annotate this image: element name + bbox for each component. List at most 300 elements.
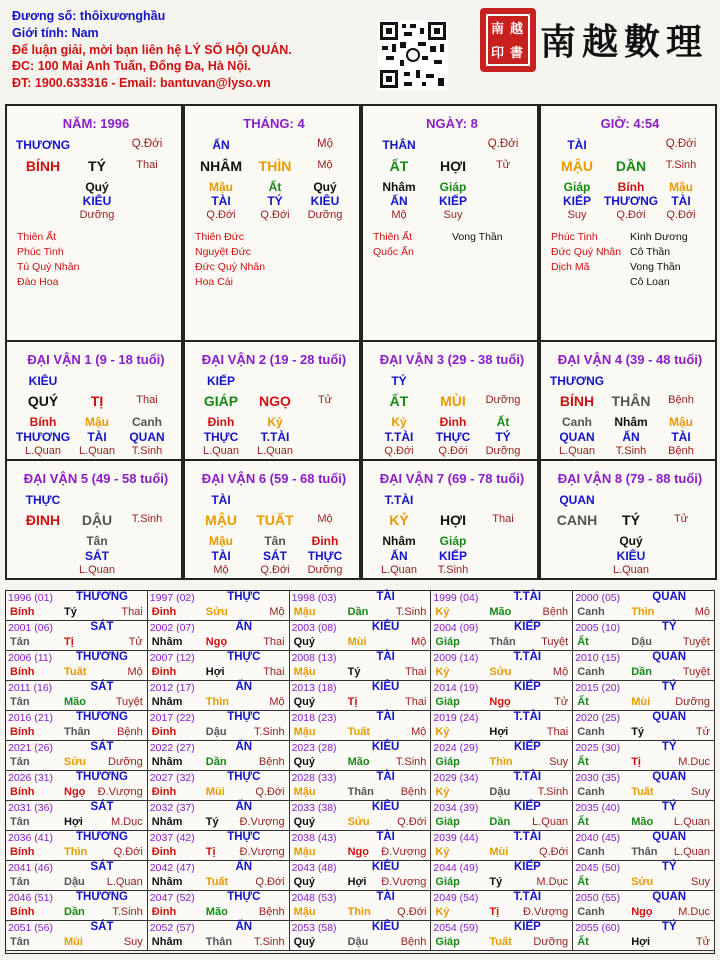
earthly-branch: NGỌ (259, 393, 291, 409)
year-stage: M.Dục (111, 816, 143, 828)
ten-god-label: QUAN (652, 891, 687, 903)
year-branch: Hợi (489, 726, 509, 738)
year-stem: Mậu (293, 726, 316, 738)
hidden-ten-god: TÀI (671, 194, 691, 208)
year-branch: Mão (64, 696, 86, 708)
pillar-cell (539, 104, 717, 342)
year-stem: Kỷ (435, 606, 450, 618)
year-cell (573, 591, 715, 621)
heavenly-stem: MẬU (561, 158, 593, 174)
ten-god-label: THỰC (227, 651, 261, 663)
year-stem: Bính (10, 906, 35, 918)
hidden-stage: L.Quan (78, 564, 116, 576)
hidden-stem: Ất (268, 180, 282, 194)
year-label: 2017 (22) (149, 712, 195, 724)
ten-god-label: KIÊU (371, 801, 400, 813)
earthly-branch: MÙI (440, 393, 466, 409)
year-stem: Mậu (293, 906, 316, 918)
year-label: 2013 (18) (291, 682, 337, 694)
year-stem: Tân (10, 696, 30, 708)
ten-god-label: KIÊU (28, 374, 58, 388)
year-cell (6, 681, 148, 711)
year-stage: Đ.Vượng (239, 816, 285, 828)
phone-email-line: ĐT: 1900.633316 - Email: bantuvan@lyso.vn (12, 76, 271, 91)
year-branch: Dần (205, 756, 227, 768)
ten-god-label: QUAN (652, 651, 687, 663)
year-stem: Tân (10, 756, 30, 768)
hidden-ten-god: TÀI (211, 194, 231, 208)
year-stem: Canh (577, 906, 605, 918)
year-cell (431, 681, 573, 711)
ten-god-label: THƯƠNG (76, 891, 128, 903)
year-branch: Thìn (489, 756, 513, 768)
year-cell (431, 861, 573, 891)
star-label: Đức Quý Nhân (195, 261, 266, 273)
ten-god-label: THỰC (227, 711, 261, 723)
earthly-branch: DẬU (81, 512, 113, 528)
year-branch: Thân (64, 726, 91, 738)
year-branch: Mùi (347, 636, 367, 648)
pillar-title: THÁNG: 4 (243, 116, 305, 131)
year-stem: Canh (577, 666, 605, 678)
hidden-stage: Q.Đới (206, 209, 236, 221)
ten-god-label: T.TÀI (513, 591, 542, 603)
year-stem: Kỷ (435, 786, 450, 798)
hidden-stem: Nhâm (614, 415, 648, 429)
life-stage-label: Mộ (317, 513, 333, 525)
year-stem: Ất (577, 876, 589, 888)
ten-god-label: TÝ (661, 801, 677, 813)
hidden-ten-god: THƯƠNG (15, 430, 71, 444)
year-stage: Tử (695, 726, 710, 738)
year-stage: Mộ (269, 606, 285, 618)
hidden-stem: Giáp (439, 180, 467, 194)
year-stage: Tuyệt (115, 696, 143, 708)
ten-god-label: KIÊU (371, 621, 400, 633)
ten-god-label: THỰC (227, 891, 261, 903)
year-stem: Giáp (435, 816, 460, 828)
ten-god-label: KIẾP (513, 621, 541, 633)
life-stage-label: T.Sinh (131, 513, 163, 525)
year-label: 2040 (45) (575, 832, 621, 844)
year-label: 2008 (13) (291, 652, 337, 664)
year-cell (431, 741, 573, 771)
year-stage: M.Dục (678, 906, 710, 918)
pillar-cell (361, 104, 539, 342)
year-branch: Ngọ (347, 846, 369, 858)
year-stage: T.Sinh (395, 606, 427, 618)
ten-god-label: TÝ (661, 861, 677, 873)
ten-god-label: TÀI (376, 831, 395, 843)
ten-god-label: KIẾP (206, 374, 236, 388)
year-label: 2044 (49) (433, 862, 479, 874)
year-cell (148, 771, 290, 801)
year-branch: Sửu (64, 756, 87, 768)
year-branch: Mùi (64, 936, 83, 948)
ten-god-label: ẤN (235, 741, 253, 753)
year-stem: Nhâm (151, 756, 183, 768)
hidden-stem: Tân (264, 534, 286, 548)
dai-van-cell (361, 340, 539, 461)
year-cell (573, 891, 715, 921)
ten-god-label: TÝ (661, 681, 677, 693)
life-stage-label: Thai (136, 394, 158, 406)
year-label: 2021 (26) (8, 742, 53, 754)
star-label: Tú Quý Nhân (17, 261, 80, 273)
year-stage: T.Sinh (254, 726, 285, 738)
hidden-ten-god: KIẾP (438, 194, 468, 208)
ten-god-label: TÀI (376, 891, 395, 903)
year-label: 2030 (35) (575, 772, 621, 784)
hidden-ten-god: ẤN (622, 430, 640, 444)
year-label: 2033 (38) (291, 802, 337, 814)
year-branch: Mùi (205, 786, 225, 798)
year-stem: Nhâm (151, 816, 183, 828)
dai-van-cell (539, 459, 717, 580)
hidden-stem: Mậu (209, 534, 233, 548)
year-stage: Dưỡng (533, 936, 569, 948)
year-branch: Dậu (205, 726, 227, 738)
year-branch: Hợi (205, 666, 225, 678)
year-stage: Suy (123, 936, 143, 948)
year-branch: Dần (489, 816, 511, 828)
hidden-ten-god: THỰC (435, 430, 471, 444)
year-branch: Hợi (631, 936, 651, 948)
year-label: 2053 (58) (291, 922, 337, 934)
year-label: 2011 (16) (8, 682, 53, 694)
year-label: 2016 (21) (8, 712, 53, 724)
year-stem: Đinh (151, 726, 177, 738)
hidden-ten-god: THỰC (203, 430, 239, 444)
ten-god-label: ẤN (235, 801, 253, 813)
year-label: 2047 (52) (149, 892, 195, 904)
hidden-stem: Tân (86, 534, 108, 548)
year-branch: Dần (347, 606, 369, 618)
year-stage: Mộ (694, 606, 710, 618)
year-stem: Tân (10, 636, 30, 648)
ten-god-label: KIÊU (371, 921, 400, 933)
dai-van-title: ĐẠI VẬN 8 (79 - 88 tuổi) (557, 471, 703, 486)
hidden-ten-god: TÝ (267, 194, 283, 208)
year-cell (290, 621, 432, 651)
hidden-stem: Quý (313, 180, 337, 194)
hidden-ten-god: THƯƠNG (603, 194, 659, 208)
year-stem: Quý (293, 756, 315, 768)
pillar-title: NĂM: 1996 (62, 116, 130, 131)
year-label: 2028 (33) (291, 772, 337, 784)
year-stage: Q.Đới (397, 816, 427, 828)
year-label: 2010 (15) (575, 652, 621, 664)
year-stage: Tử (695, 936, 710, 948)
year-label: 2055 (60) (575, 922, 621, 934)
year-stage: Đ.Vượng (97, 786, 143, 798)
ten-god-label: T.TÀI (384, 493, 414, 507)
year-stem: Bính (10, 666, 35, 678)
dai-van-cell (183, 459, 361, 580)
hidden-stage: Mộ (213, 564, 229, 576)
year-branch: Thìn (631, 606, 655, 618)
hidden-stem: Nhâm (382, 180, 416, 194)
year-stem: Mậu (293, 846, 316, 858)
year-stem: Ất (577, 696, 589, 708)
hidden-stem: Bính (29, 415, 57, 429)
year-label: 2046 (51) (8, 892, 53, 904)
year-branch: Dần (64, 906, 85, 918)
year-stage: Mộ (411, 636, 427, 648)
year-label: 2052 (57) (149, 922, 195, 934)
hidden-ten-god: SÁT (85, 549, 109, 563)
year-branch: Dậu (631, 636, 652, 648)
year-label: 2048 (53) (291, 892, 337, 904)
year-stage: Đ.Vượng (239, 846, 285, 858)
year-stage: T.Sinh (395, 756, 427, 768)
star-label: Thiên Ất (17, 231, 57, 243)
year-label: 2022 (27) (149, 742, 195, 754)
year-stem: Kỷ (435, 846, 450, 858)
hidden-ten-god: ẤN (390, 194, 408, 208)
year-stem: Kỷ (435, 906, 450, 918)
year-stage: T.Sinh (537, 786, 569, 798)
hidden-stem: Quý (619, 534, 643, 548)
year-branch: Thân (205, 936, 233, 948)
hidden-stem: Mậu (669, 180, 693, 194)
hidden-stage: L.Quan (202, 445, 240, 457)
address-line: ĐC: 100 Mai Anh Tuấn, Đống Đa, Hà Nội. (12, 59, 251, 74)
red-seal-stamp: 南 越 印 書 (480, 8, 536, 72)
ten-god-label: TÀI (376, 711, 395, 723)
year-cell (6, 621, 148, 651)
year-cell (148, 681, 290, 711)
ten-god-label: THỰC (227, 771, 261, 783)
year-label: 2004 (09) (433, 622, 479, 634)
year-label: 2054 (59) (433, 922, 479, 934)
annual-luck-grid (5, 590, 715, 954)
hidden-stem: Giáp (439, 534, 467, 548)
ten-god-label: KIẾP (513, 921, 541, 933)
ten-god-label: T.TÀI (513, 891, 542, 903)
year-label: 2025 (30) (575, 742, 621, 754)
earthly-branch: TÝ (622, 512, 640, 528)
dai-van-cell (5, 340, 183, 461)
ten-god-label: SÁT (90, 861, 114, 873)
brand-logo: 南越數理 (540, 21, 709, 63)
year-cell (573, 921, 715, 951)
year-stage: Đ.Vượng (523, 906, 569, 918)
year-label: 2036 (41) (8, 832, 53, 844)
dai-van-cell (183, 340, 361, 461)
year-label: 2024 (29) (433, 742, 479, 754)
dai-van-title: ĐẠI VẬN 7 (69 - 78 tuổi) (379, 471, 525, 486)
hidden-stage: Suy (567, 209, 587, 221)
year-branch: Hợi (64, 816, 83, 828)
year-branch: Sửu (205, 606, 228, 618)
year-stage: L.Quan (106, 876, 143, 888)
year-branch: Tý (631, 726, 645, 738)
heavenly-stem: NHÂM (200, 158, 242, 174)
hidden-stage: L.Quan (78, 445, 116, 457)
year-stem: Nhâm (151, 696, 183, 708)
dai-van-cell (361, 459, 539, 580)
year-cell (148, 591, 290, 621)
year-label: 2026 (31) (8, 772, 53, 784)
ten-god-label: SÁT (90, 921, 114, 933)
year-branch: Ngọ (631, 906, 653, 918)
ten-god-label: ẤN (235, 621, 253, 633)
year-stem: Đinh (151, 606, 177, 618)
year-stem: Nhâm (151, 876, 183, 888)
year-cell (148, 921, 290, 951)
earthly-branch: HỢI (440, 512, 466, 528)
year-label: 2002 (07) (149, 622, 195, 634)
ten-god-label: TÝ (661, 621, 677, 633)
year-cell (148, 831, 290, 861)
year-cell (6, 591, 148, 621)
year-cell (573, 621, 715, 651)
year-branch: Ngọ (64, 786, 86, 798)
hidden-stage: Dưỡng (307, 209, 343, 221)
year-stage: Thai (546, 726, 569, 738)
star-label: Hoa Cái (195, 276, 233, 288)
year-cell (290, 921, 432, 951)
star-label: Thiên Đức (195, 231, 245, 243)
year-label: 2014 (19) (433, 682, 479, 694)
year-cell (148, 621, 290, 651)
hidden-ten-god: QUAN (559, 430, 595, 444)
year-cell (148, 861, 290, 891)
life-stage-label: Q.Đới (487, 138, 519, 150)
year-stage: Suy (691, 786, 710, 798)
hidden-stage: L.Quan (612, 564, 650, 576)
hidden-stem: Kỷ (267, 415, 283, 429)
hidden-stage: Mộ (391, 209, 407, 221)
year-stem: Quý (293, 876, 315, 888)
year-stage: Đ.Vượng (381, 846, 427, 858)
hidden-ten-god: SÁT (263, 549, 287, 563)
year-stage: Tử (128, 636, 143, 648)
gender: Giới tính: Nam (12, 25, 99, 40)
dai-van-title: ĐẠI VẬN 2 (19 - 28 tuổi) (201, 352, 347, 367)
ten-god-label: TÀI (376, 651, 395, 663)
year-stem: Ất (577, 816, 589, 828)
ten-god-label: KIẾP (513, 741, 541, 753)
year-branch: Hợi (347, 876, 367, 888)
year-label: 2042 (47) (149, 862, 195, 874)
year-cell (6, 801, 148, 831)
year-branch: Mão (205, 906, 228, 918)
hidden-stem: Ất (496, 415, 510, 429)
year-branch: Thân (631, 846, 658, 858)
year-stage: Suy (549, 756, 569, 768)
year-stage: Dưỡng (108, 756, 143, 768)
ten-god-label: KIẾP (513, 801, 541, 813)
ten-god-label: T.TÀI (513, 771, 542, 783)
pillar-cell (183, 104, 361, 342)
year-stem: Bính (10, 786, 35, 798)
year-stage: Thai (404, 696, 427, 708)
year-branch: Tý (489, 876, 503, 888)
ten-god-label: THỰC (227, 831, 261, 843)
hidden-stem: Kỷ (391, 415, 407, 429)
year-stage: T.Sinh (254, 936, 285, 948)
year-cell (148, 741, 290, 771)
year-label: 2019 (24) (433, 712, 479, 724)
hidden-stage: Dưỡng (485, 445, 521, 457)
year-stage: M.Dục (536, 876, 569, 888)
year-branch: Mão (631, 816, 654, 828)
ten-god-label: SÁT (90, 741, 114, 753)
ten-god-label: ẤN (212, 138, 230, 152)
year-cell (290, 831, 432, 861)
year-stage: Bệnh (542, 606, 569, 618)
ten-god-label: QUAN (652, 711, 687, 723)
year-branch: Ngọ (489, 696, 511, 708)
ten-god-label: THÂN (382, 138, 416, 152)
ten-god-label: TÀI (567, 138, 587, 152)
year-stem: Quý (293, 696, 315, 708)
hidden-stage: T.Sinh (131, 445, 163, 457)
hidden-stage: L.Quan (380, 564, 418, 576)
year-cell (290, 741, 432, 771)
star-label: Vong Thần (630, 261, 681, 273)
contact-line: Để luận giải, mời bạn liên hệ LÝ SỐ HỘI QUÁN. (12, 42, 292, 57)
star-label: Cô Loan (630, 276, 670, 288)
year-branch: Dậu (489, 786, 511, 798)
year-cell (290, 771, 432, 801)
hidden-stage: Q.Đới (616, 209, 646, 221)
life-stage-label: Tử (673, 513, 689, 525)
heavenly-stem: CANH (556, 512, 598, 528)
hidden-stage: Q.Đới (384, 445, 414, 457)
year-branch: Mão (489, 606, 512, 618)
year-stage: Đ.Vượng (381, 876, 427, 888)
hidden-stem: Canh (562, 415, 592, 429)
hidden-ten-god: KIÊU (310, 194, 340, 208)
year-label: 2006 (11) (8, 652, 53, 664)
year-label: 2007 (12) (149, 652, 195, 664)
year-label: 2000 (05) (575, 592, 621, 604)
heavenly-stem: BÍNH (559, 393, 595, 409)
year-branch: Mão (347, 756, 370, 768)
year-cell (431, 891, 573, 921)
ten-god-label: SÁT (90, 681, 114, 693)
year-label: 1998 (03) (291, 592, 337, 604)
year-stem: Bính (10, 846, 35, 858)
year-branch: Sửu (631, 876, 654, 888)
dai-van-title: ĐẠI VẬN 1 (9 - 18 tuổi) (27, 352, 165, 367)
year-stem: Mậu (293, 606, 316, 618)
year-branch: Mùi (631, 696, 651, 708)
year-label: 2035 (40) (575, 802, 621, 814)
earthly-branch: TỊ (90, 393, 104, 409)
year-stem: Giáp (435, 696, 460, 708)
year-stem: Kỷ (435, 726, 450, 738)
life-stage-label: Mộ (317, 138, 333, 150)
dai-van-title: ĐẠI VẬN 4 (39 - 48 tuổi) (557, 352, 703, 367)
year-cell (431, 921, 573, 951)
qr-code-icon (378, 20, 448, 90)
year-cell (148, 801, 290, 831)
ten-god-label: QUAN (559, 493, 595, 507)
heavenly-stem: GIÁP (203, 393, 239, 409)
life-stage-label: Dưỡng (485, 394, 521, 406)
hidden-stem: Mậu (85, 415, 109, 429)
year-label: 2045 (50) (575, 862, 621, 874)
year-stem: Đinh (151, 906, 177, 918)
year-stem: Tân (10, 816, 30, 828)
year-stem: Quý (293, 816, 315, 828)
hidden-stage: Dưỡng (307, 564, 343, 576)
hidden-stage: Bệnh (668, 445, 694, 457)
